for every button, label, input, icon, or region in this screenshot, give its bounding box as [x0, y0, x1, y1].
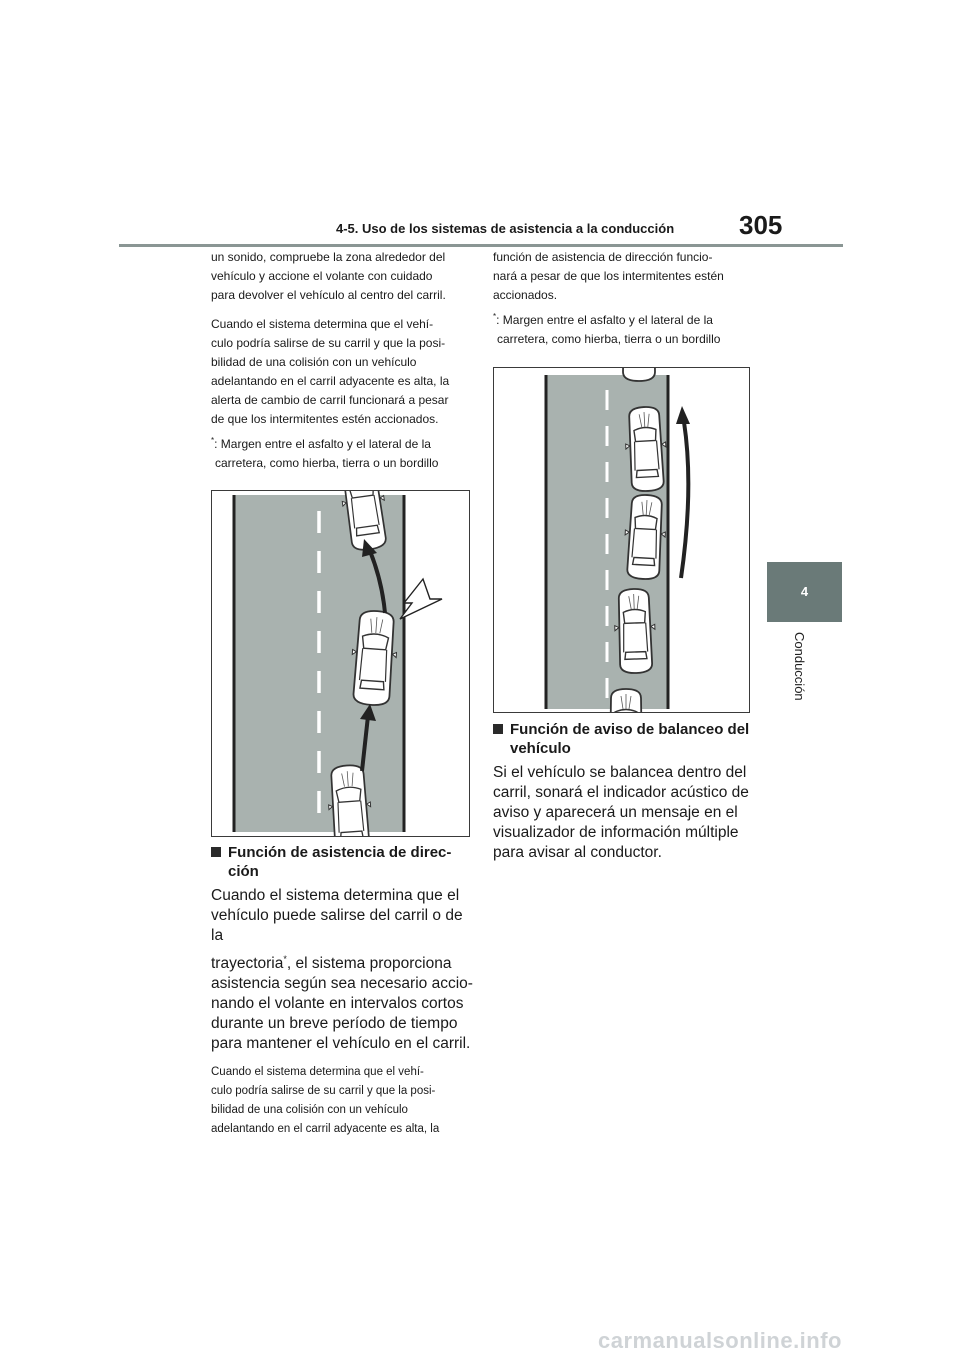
sway-warning-heading [493, 720, 758, 758]
text-line: carril, sonará el indicador acústico de [493, 784, 749, 801]
left-para-3 [211, 1063, 476, 1139]
lane-change-alert-illustration [212, 491, 469, 836]
text-line: aviso y aparecerá un mensaje en el [493, 804, 738, 821]
square-bullet-icon [493, 724, 503, 734]
text-line: Cuando el sistema determina que el vehí- [211, 317, 434, 331]
steering-assist-body [211, 886, 476, 1054]
text-line: nará a pesar de que los intermitentes estén [493, 269, 724, 283]
left-para-2 [211, 315, 476, 429]
lane-change-alert-figure [211, 490, 470, 837]
sway-warning-illustration [494, 368, 749, 712]
text-line: bilidad de una colisión con un vehículo [211, 355, 417, 369]
left-upper-text [211, 248, 476, 473]
left-footnote [211, 431, 476, 473]
text-line: alerta de cambio de carril funcionará a pesar [211, 393, 449, 407]
text-line: para mantener el vehículo en el carril. [211, 1035, 471, 1053]
text-line: para devolver el vehículo al centro del carril. [211, 288, 446, 302]
text-line: de que los intermitentes estén accionados. [211, 412, 439, 426]
text-line: ción [228, 863, 259, 880]
left-lower-text [211, 843, 476, 1139]
footnote-mark: * [211, 436, 215, 445]
text-line: adelantando en el carril adyacente es alta, la [211, 374, 450, 388]
left-para-1 [211, 248, 476, 305]
text-line: para avisar al conductor. [493, 844, 662, 861]
footnote-mark: * [283, 954, 287, 964]
forward-arrow-icon [681, 422, 688, 578]
sway-warning-figure [493, 367, 750, 713]
header-rule [119, 244, 843, 247]
text-line: culo podría salirse de su carril y que la posi- [211, 336, 446, 350]
text-line: vehículo puede salirse del carril o de la [211, 907, 463, 944]
text-line: nando el volante en intervalos cortos [211, 995, 464, 1013]
text-line: : Margen entre el asfalto y el lateral de la [214, 437, 431, 451]
text-line: carretera, como hierba, tierra o un bordillo [215, 456, 439, 470]
text-line: asistencia según sea necesario accio- [211, 975, 473, 993]
text-line: trayectoria*, el sistema proporciona [211, 954, 452, 973]
text-line: adelantando en el carril adyacente es alta, la [211, 1123, 440, 1136]
right-para-1 [493, 248, 758, 305]
page-number: 305 [739, 210, 783, 240]
text-line: vehículo [510, 740, 571, 757]
square-bullet-icon [211, 847, 221, 857]
text-line: función de asistencia de dirección funcio- [493, 250, 713, 264]
text-line: Cuando el sistema determina que el vehí- [211, 1066, 424, 1079]
chapter-label: Conducción [792, 632, 807, 701]
section-title: 4-5. Uso de los sistemas de asistencia a la conducción [336, 221, 675, 236]
text-line: accionados. [493, 288, 558, 302]
text-line: carretera, como hierba, tierra o un bordillo [497, 332, 721, 346]
right-footnote [493, 307, 758, 349]
text-line: culo podría salirse de su carril y que la posi- [211, 1085, 436, 1098]
text-line: un sonido, compruebe la zona alrededor del [211, 250, 446, 264]
right-lower-text [493, 720, 758, 863]
steering-assist-heading [211, 843, 476, 881]
right-upper-text [493, 248, 758, 349]
sway-warning-body [493, 763, 758, 863]
text-line: vehículo y accione el volante con cuidado [211, 269, 433, 283]
text-line: bilidad de una colisión con un vehículo [211, 1104, 408, 1117]
text-line: durante un breve período de tiempo [211, 1015, 458, 1033]
chapter-tab: 4 [767, 562, 842, 622]
text-line: Si el vehículo se balancea dentro del [493, 764, 747, 781]
text-line: Función de aviso de balanceo del [510, 721, 750, 738]
warning-lightning-icon [400, 579, 442, 619]
text-line: visualizador de información múltiple [493, 824, 739, 841]
watermark: carmanualsonline.info [598, 1328, 842, 1353]
text-line: : Margen entre el asfalto y el lateral de la [496, 313, 713, 327]
footnote-mark: * [493, 312, 497, 321]
text-line: Función de asistencia de direc- [228, 844, 452, 861]
text-line: Cuando el sistema determina que el [211, 887, 460, 904]
swaying-car-icon [606, 689, 646, 712]
